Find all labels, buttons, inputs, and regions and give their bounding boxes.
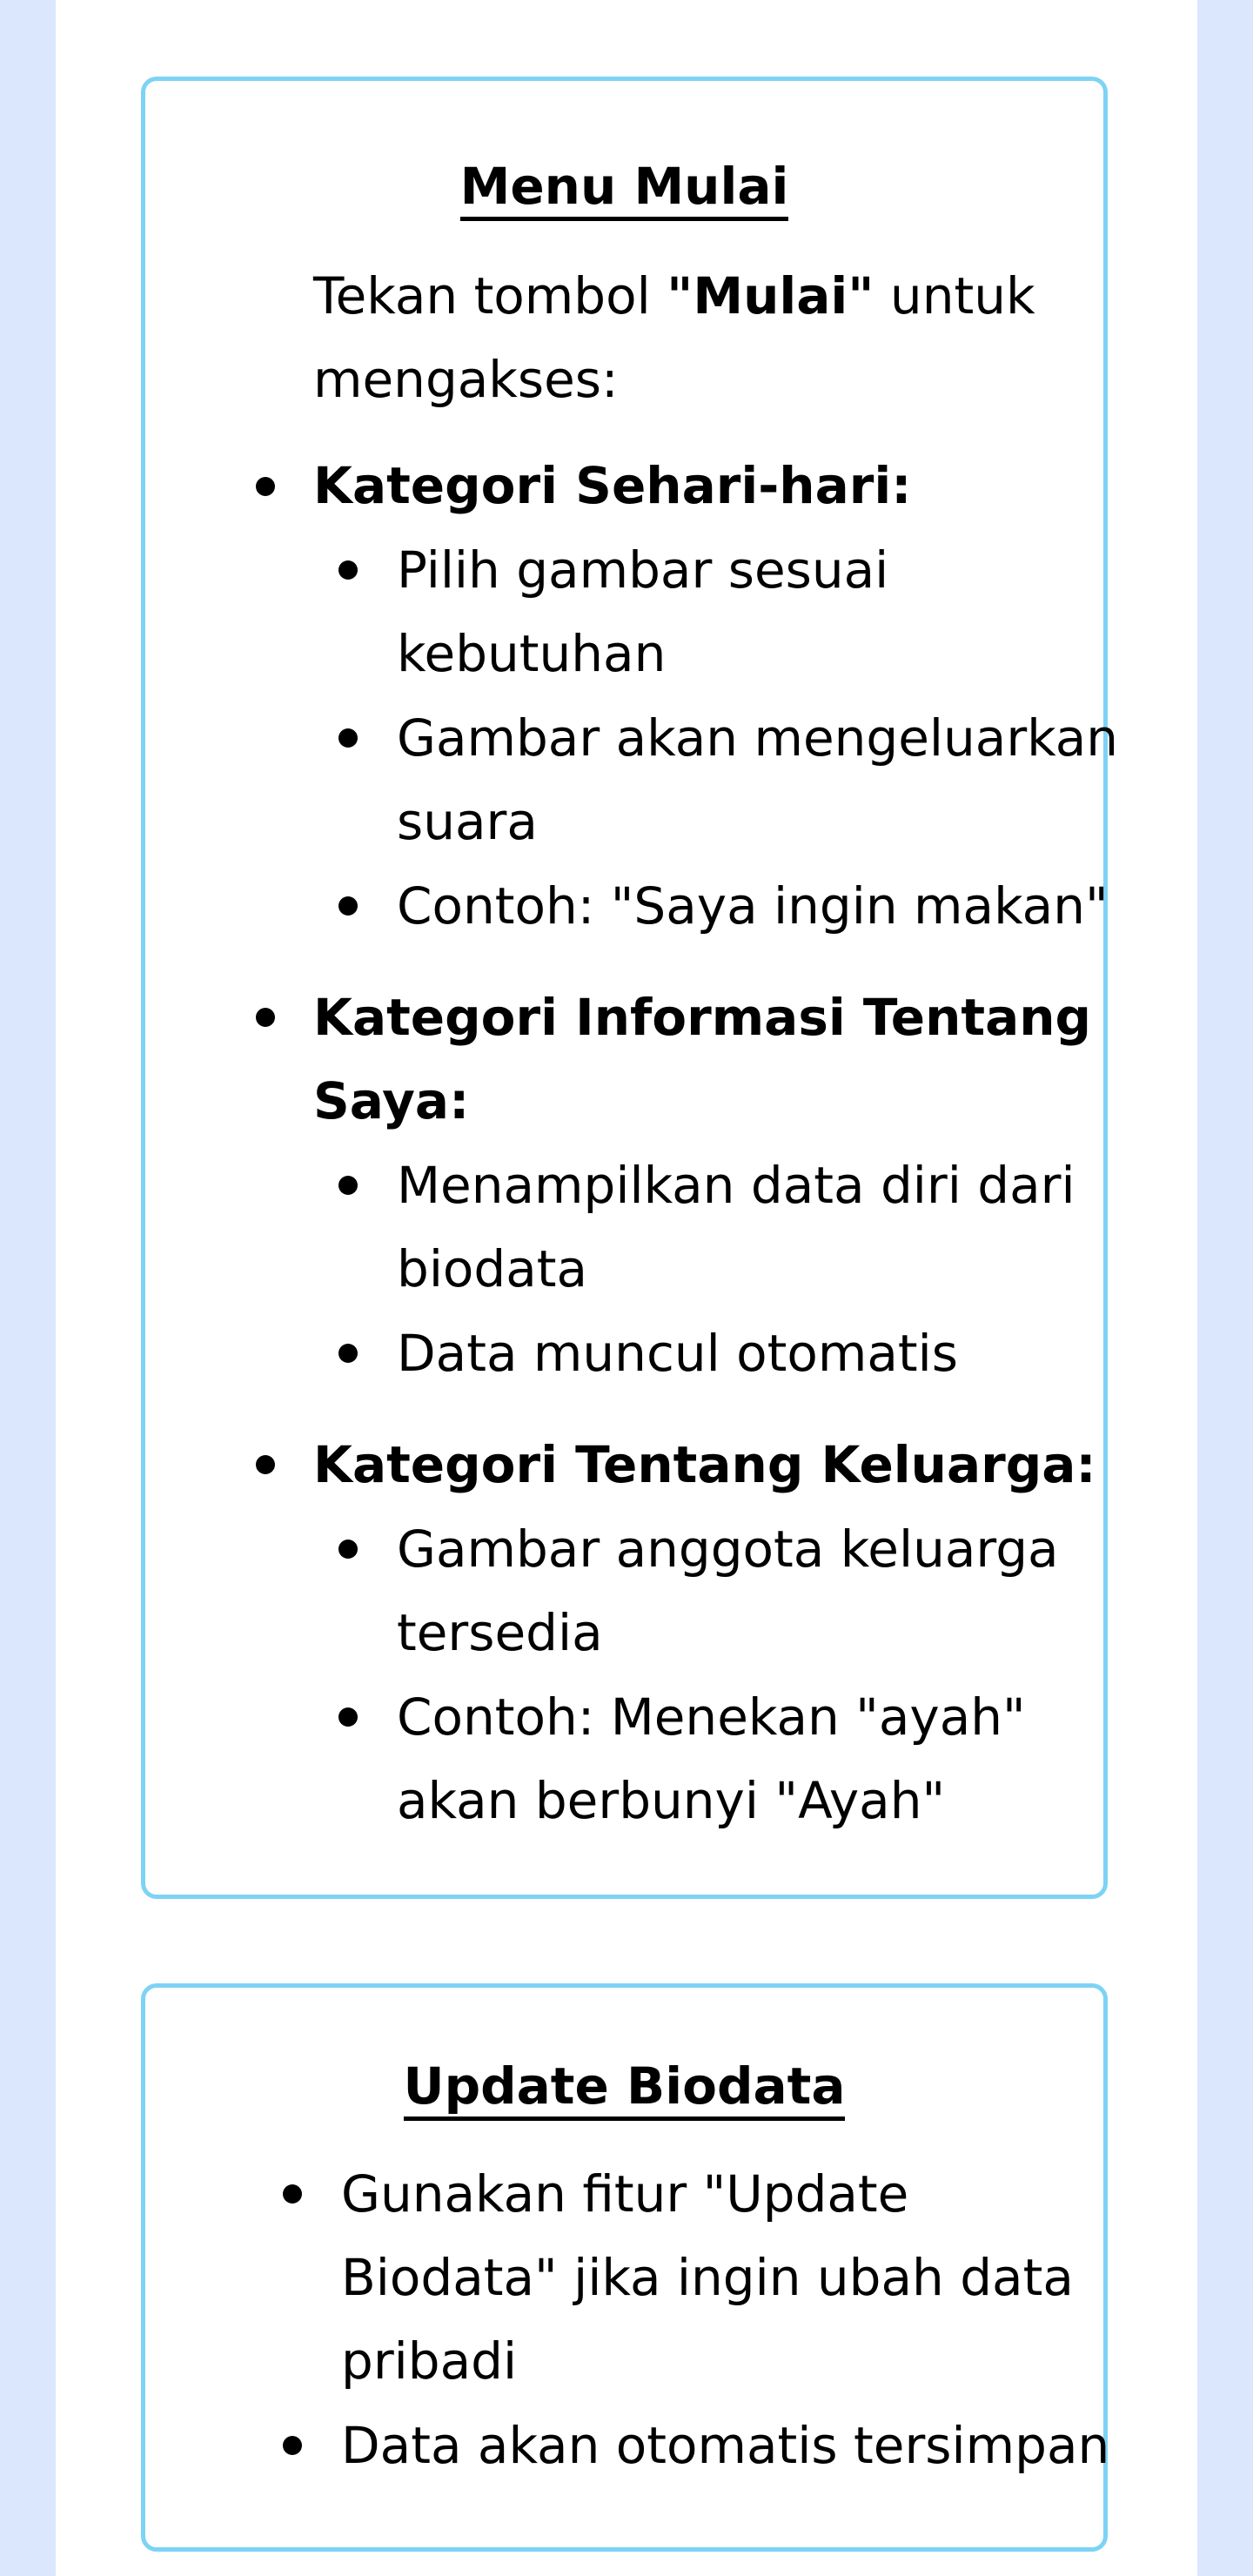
update-biodata-title: Update Biodata — [145, 2061, 1103, 2121]
mulai-emphasis: "Mulai" — [667, 266, 874, 325]
list-item: Menampilkan data diri dari — [397, 1156, 1075, 1215]
list-bullet — [338, 1540, 358, 1559]
list-bullet — [338, 728, 358, 748]
intro-text-line2: mengakses: — [313, 350, 619, 409]
category-bullet — [256, 1455, 275, 1474]
list-item-cont: akan berbunyi "Ayah" — [397, 1771, 946, 1830]
category-bullet — [256, 1008, 275, 1027]
intro-text-line1: Tekan tombol "Mulai" untuk — [313, 266, 1035, 325]
list-item-cont: biodata — [397, 1239, 588, 1298]
update-biodata-card — [141, 1983, 1108, 2552]
list-bullet — [338, 560, 358, 580]
list-item: Gambar akan mengeluarkan — [397, 708, 1119, 768]
list-item: Pilih gambar sesuai — [397, 540, 889, 600]
list-bullet — [338, 1344, 358, 1363]
list-item-cont: tersedia — [397, 1603, 603, 1662]
list-item: Gambar anggota keluarga — [397, 1519, 1059, 1579]
list-item-cont: suara — [397, 792, 538, 851]
page-panel — [56, 0, 1197, 2576]
menu-mulai-card — [141, 77, 1119, 1899]
category-bullet — [256, 477, 275, 496]
category-heading-keluarga: Kategori Tentang Keluarga: — [313, 1435, 1096, 1494]
list-bullet — [338, 1707, 358, 1727]
list-bullet — [338, 1176, 358, 1195]
list-item: Contoh: "Saya ingin makan" — [397, 876, 1109, 936]
category-heading-sehari-hari: Kategori Sehari-hari: — [313, 456, 912, 515]
list-item: Data muncul otomatis — [397, 1324, 958, 1383]
list-item-cont: Biodata" jika ingin ubah data — [341, 2248, 1074, 2307]
list-item: Gunakan fitur "Update — [341, 2164, 909, 2224]
list-bullet — [338, 896, 358, 916]
list-item-cont: pribadi — [341, 2331, 518, 2391]
category-heading-informasi-cont: Saya: — [313, 1071, 470, 1130]
category-heading-informasi: Kategori Informasi Tentang — [313, 988, 1092, 1047]
list-bullet — [283, 2184, 302, 2204]
list-item: Contoh: Menekan "ayah" — [397, 1687, 1026, 1747]
list-item-cont: kebutuhan — [397, 624, 667, 683]
list-item: Data akan otomatis tersimpan — [341, 2416, 1110, 2475]
list-bullet — [283, 2436, 302, 2455]
menu-mulai-title: Menu Mulai — [145, 161, 1103, 221]
